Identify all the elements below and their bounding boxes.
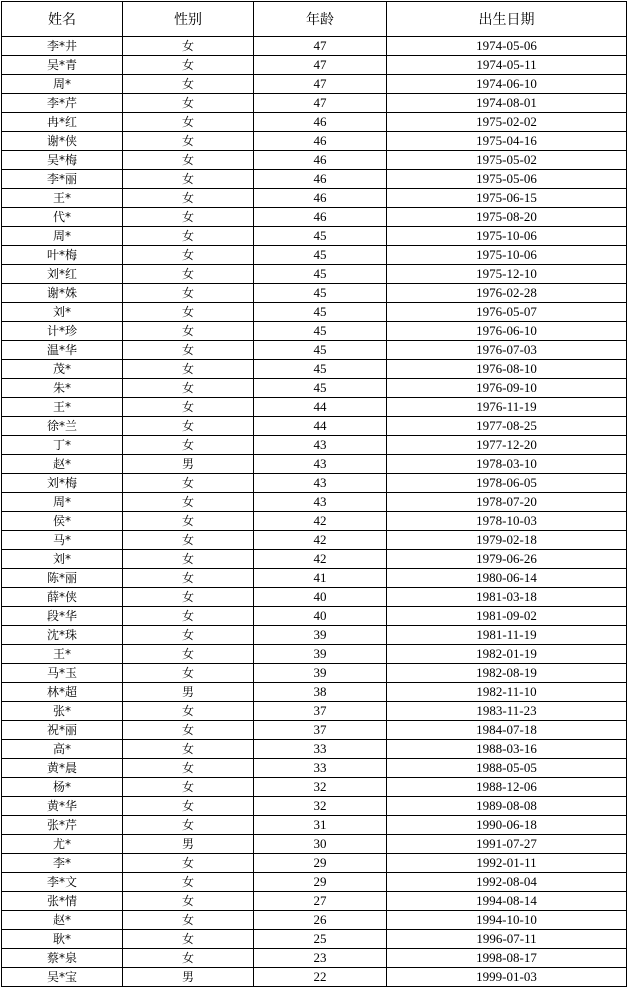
table-row xyxy=(2,949,627,968)
cell-gender: 女 xyxy=(123,56,254,75)
cell-name: 徐*兰 xyxy=(2,417,123,436)
table-row xyxy=(2,683,627,702)
table-row xyxy=(2,113,627,132)
cell-age: 47 xyxy=(254,56,387,75)
cell-age: 45 xyxy=(254,284,387,303)
table-row xyxy=(2,56,627,75)
cell-birth-date: 1974-05-06 xyxy=(387,37,627,56)
cell-age: 29 xyxy=(254,873,387,892)
cell-age: 45 xyxy=(254,322,387,341)
cell-age: 45 xyxy=(254,265,387,284)
table-row xyxy=(2,208,627,227)
cell-birth-date: 1978-03-10 xyxy=(387,455,627,474)
cell-name: 周* xyxy=(2,75,123,94)
cell-age: 23 xyxy=(254,949,387,968)
table-row xyxy=(2,75,627,94)
cell-gender: 女 xyxy=(123,588,254,607)
cell-age: 25 xyxy=(254,930,387,949)
table-row xyxy=(2,455,627,474)
cell-age: 47 xyxy=(254,37,387,56)
cell-name: 祝*丽 xyxy=(2,721,123,740)
cell-birth-date: 1982-11-10 xyxy=(387,683,627,702)
cell-gender: 女 xyxy=(123,531,254,550)
cell-gender: 女 xyxy=(123,417,254,436)
cell-name: 马*玉 xyxy=(2,664,123,683)
cell-age: 47 xyxy=(254,94,387,113)
cell-name: 冉*红 xyxy=(2,113,123,132)
table-row xyxy=(2,341,627,360)
table-row xyxy=(2,930,627,949)
cell-age: 39 xyxy=(254,626,387,645)
cell-age: 44 xyxy=(254,417,387,436)
cell-age: 43 xyxy=(254,474,387,493)
cell-name: 刘* xyxy=(2,303,123,322)
cell-name: 周* xyxy=(2,493,123,512)
cell-age: 40 xyxy=(254,607,387,626)
cell-name: 谢*侠 xyxy=(2,132,123,151)
cell-birth-date: 1976-11-19 xyxy=(387,398,627,417)
cell-birth-date: 1990-06-18 xyxy=(387,816,627,835)
cell-age: 40 xyxy=(254,588,387,607)
cell-gender: 女 xyxy=(123,284,254,303)
cell-birth-date: 1994-10-10 xyxy=(387,911,627,930)
cell-birth-date: 1977-08-25 xyxy=(387,417,627,436)
table-row xyxy=(2,170,627,189)
table-row xyxy=(2,189,627,208)
cell-name: 高* xyxy=(2,740,123,759)
cell-age: 45 xyxy=(254,341,387,360)
cell-age: 43 xyxy=(254,493,387,512)
cell-birth-date: 1976-07-03 xyxy=(387,341,627,360)
cell-birth-date: 1976-08-10 xyxy=(387,360,627,379)
cell-name: 李*丽 xyxy=(2,170,123,189)
cell-birth-date: 1991-07-27 xyxy=(387,835,627,854)
cell-birth-date: 1996-07-11 xyxy=(387,930,627,949)
cell-birth-date: 1975-12-10 xyxy=(387,265,627,284)
cell-age: 46 xyxy=(254,132,387,151)
cell-gender: 女 xyxy=(123,911,254,930)
cell-name: 赵* xyxy=(2,911,123,930)
table-row xyxy=(2,740,627,759)
header-age: 年龄 xyxy=(254,2,387,37)
cell-birth-date: 1975-04-16 xyxy=(387,132,627,151)
cell-name: 茂* xyxy=(2,360,123,379)
cell-gender: 女 xyxy=(123,436,254,455)
cell-age: 42 xyxy=(254,531,387,550)
cell-age: 30 xyxy=(254,835,387,854)
table-row xyxy=(2,968,627,987)
table-row xyxy=(2,227,627,246)
cell-gender: 女 xyxy=(123,626,254,645)
cell-name: 蔡*泉 xyxy=(2,949,123,968)
table-row xyxy=(2,474,627,493)
cell-name: 陈*丽 xyxy=(2,569,123,588)
cell-gender: 女 xyxy=(123,75,254,94)
cell-age: 42 xyxy=(254,550,387,569)
cell-birth-date: 1975-08-20 xyxy=(387,208,627,227)
cell-gender: 女 xyxy=(123,702,254,721)
cell-birth-date: 1975-10-06 xyxy=(387,246,627,265)
cell-name: 代* xyxy=(2,208,123,227)
table-body xyxy=(2,37,627,987)
cell-age: 38 xyxy=(254,683,387,702)
cell-name: 王* xyxy=(2,189,123,208)
cell-name: 王* xyxy=(2,398,123,417)
cell-birth-date: 1975-05-02 xyxy=(387,151,627,170)
cell-gender: 女 xyxy=(123,398,254,417)
cell-name: 黄*华 xyxy=(2,797,123,816)
cell-age: 45 xyxy=(254,303,387,322)
table-row xyxy=(2,816,627,835)
table-row xyxy=(2,246,627,265)
table-row xyxy=(2,37,627,56)
cell-gender: 女 xyxy=(123,607,254,626)
cell-birth-date: 1975-02-02 xyxy=(387,113,627,132)
cell-name: 耿* xyxy=(2,930,123,949)
table-row xyxy=(2,721,627,740)
cell-name: 林*超 xyxy=(2,683,123,702)
cell-birth-date: 1988-05-05 xyxy=(387,759,627,778)
table-row xyxy=(2,379,627,398)
cell-name: 侯* xyxy=(2,512,123,531)
cell-name: 朱* xyxy=(2,379,123,398)
cell-name: 计*珍 xyxy=(2,322,123,341)
cell-birth-date: 1983-11-23 xyxy=(387,702,627,721)
cell-age: 46 xyxy=(254,151,387,170)
cell-birth-date: 1981-03-18 xyxy=(387,588,627,607)
table-row xyxy=(2,303,627,322)
cell-name: 赵* xyxy=(2,455,123,474)
table-row xyxy=(2,569,627,588)
table-row xyxy=(2,835,627,854)
cell-age: 46 xyxy=(254,170,387,189)
cell-birth-date: 1975-10-06 xyxy=(387,227,627,246)
cell-gender: 女 xyxy=(123,493,254,512)
cell-age: 41 xyxy=(254,569,387,588)
cell-birth-date: 1992-01-11 xyxy=(387,854,627,873)
cell-age: 42 xyxy=(254,512,387,531)
cell-age: 45 xyxy=(254,360,387,379)
cell-name: 李* xyxy=(2,854,123,873)
table-row xyxy=(2,550,627,569)
cell-name: 刘* xyxy=(2,550,123,569)
cell-age: 44 xyxy=(254,398,387,417)
cell-age: 37 xyxy=(254,721,387,740)
cell-birth-date: 1982-01-19 xyxy=(387,645,627,664)
cell-birth-date: 1988-12-06 xyxy=(387,778,627,797)
cell-name: 周* xyxy=(2,227,123,246)
cell-age: 29 xyxy=(254,854,387,873)
header-name: 姓名 xyxy=(2,2,123,37)
cell-name: 温*华 xyxy=(2,341,123,360)
table-row xyxy=(2,493,627,512)
table-row xyxy=(2,759,627,778)
cell-birth-date: 1998-08-17 xyxy=(387,949,627,968)
table-row xyxy=(2,398,627,417)
table-row xyxy=(2,702,627,721)
table-row xyxy=(2,151,627,170)
cell-gender: 女 xyxy=(123,930,254,949)
cell-age: 46 xyxy=(254,113,387,132)
cell-name: 薛*侠 xyxy=(2,588,123,607)
cell-age: 43 xyxy=(254,455,387,474)
cell-gender: 女 xyxy=(123,797,254,816)
cell-birth-date: 1984-07-18 xyxy=(387,721,627,740)
cell-birth-date: 1975-05-06 xyxy=(387,170,627,189)
table-row xyxy=(2,512,627,531)
cell-age: 33 xyxy=(254,740,387,759)
cell-name: 尤* xyxy=(2,835,123,854)
table-row xyxy=(2,322,627,341)
cell-birth-date: 1974-06-10 xyxy=(387,75,627,94)
cell-gender: 女 xyxy=(123,854,254,873)
cell-age: 45 xyxy=(254,246,387,265)
cell-gender: 女 xyxy=(123,94,254,113)
table-row xyxy=(2,645,627,664)
cell-age: 32 xyxy=(254,797,387,816)
table-row xyxy=(2,607,627,626)
cell-birth-date: 1980-06-14 xyxy=(387,569,627,588)
cell-gender: 女 xyxy=(123,474,254,493)
table-row xyxy=(2,417,627,436)
cell-birth-date: 1976-02-28 xyxy=(387,284,627,303)
table-row xyxy=(2,531,627,550)
cell-gender: 女 xyxy=(123,170,254,189)
cell-name: 马* xyxy=(2,531,123,550)
table-row xyxy=(2,360,627,379)
cell-gender: 女 xyxy=(123,303,254,322)
cell-birth-date: 1978-06-05 xyxy=(387,474,627,493)
cell-gender: 女 xyxy=(123,873,254,892)
cell-age: 27 xyxy=(254,892,387,911)
cell-birth-date: 1978-10-03 xyxy=(387,512,627,531)
cell-gender: 男 xyxy=(123,968,254,987)
cell-birth-date: 1982-08-19 xyxy=(387,664,627,683)
cell-name: 张* xyxy=(2,702,123,721)
cell-gender: 女 xyxy=(123,189,254,208)
table-row xyxy=(2,854,627,873)
cell-age: 45 xyxy=(254,379,387,398)
cell-birth-date: 1974-05-11 xyxy=(387,56,627,75)
cell-age: 46 xyxy=(254,189,387,208)
cell-name: 张*情 xyxy=(2,892,123,911)
cell-name: 李*井 xyxy=(2,37,123,56)
cell-name: 吴*青 xyxy=(2,56,123,75)
cell-birth-date: 1979-02-18 xyxy=(387,531,627,550)
cell-age: 26 xyxy=(254,911,387,930)
cell-birth-date: 1994-08-14 xyxy=(387,892,627,911)
cell-birth-date: 1999-01-03 xyxy=(387,968,627,987)
cell-age: 45 xyxy=(254,227,387,246)
header-row xyxy=(2,2,627,37)
cell-age: 39 xyxy=(254,664,387,683)
cell-age: 39 xyxy=(254,645,387,664)
cell-name: 黄*晨 xyxy=(2,759,123,778)
cell-birth-date: 1976-05-07 xyxy=(387,303,627,322)
cell-birth-date: 1979-06-26 xyxy=(387,550,627,569)
cell-age: 43 xyxy=(254,436,387,455)
cell-age: 32 xyxy=(254,778,387,797)
cell-name: 王* xyxy=(2,645,123,664)
cell-gender: 女 xyxy=(123,227,254,246)
personnel-table xyxy=(1,1,627,987)
cell-name: 谢*姝 xyxy=(2,284,123,303)
header-birth-date: 出生日期 xyxy=(387,2,627,37)
cell-gender: 女 xyxy=(123,816,254,835)
cell-gender: 女 xyxy=(123,208,254,227)
cell-name: 张*芹 xyxy=(2,816,123,835)
cell-birth-date: 1988-03-16 xyxy=(387,740,627,759)
cell-age: 31 xyxy=(254,816,387,835)
cell-gender: 女 xyxy=(123,341,254,360)
cell-gender: 女 xyxy=(123,778,254,797)
cell-birth-date: 1977-12-20 xyxy=(387,436,627,455)
table-row xyxy=(2,873,627,892)
table-row xyxy=(2,797,627,816)
cell-birth-date: 1981-11-19 xyxy=(387,626,627,645)
cell-name: 刘*红 xyxy=(2,265,123,284)
table-row xyxy=(2,892,627,911)
table-row xyxy=(2,94,627,113)
cell-gender: 男 xyxy=(123,455,254,474)
table-row xyxy=(2,911,627,930)
cell-age: 47 xyxy=(254,75,387,94)
table-row xyxy=(2,132,627,151)
header-gender: 性别 xyxy=(123,2,254,37)
cell-gender: 女 xyxy=(123,360,254,379)
cell-birth-date: 1981-09-02 xyxy=(387,607,627,626)
cell-gender: 女 xyxy=(123,512,254,531)
cell-birth-date: 1992-08-04 xyxy=(387,873,627,892)
cell-gender: 女 xyxy=(123,569,254,588)
cell-name: 刘*梅 xyxy=(2,474,123,493)
cell-age: 33 xyxy=(254,759,387,778)
cell-gender: 女 xyxy=(123,550,254,569)
cell-gender: 女 xyxy=(123,645,254,664)
cell-gender: 女 xyxy=(123,721,254,740)
cell-gender: 女 xyxy=(123,113,254,132)
cell-age: 22 xyxy=(254,968,387,987)
table-row xyxy=(2,778,627,797)
cell-name: 吴*宝 xyxy=(2,968,123,987)
cell-gender: 女 xyxy=(123,664,254,683)
cell-gender: 女 xyxy=(123,740,254,759)
cell-gender: 女 xyxy=(123,151,254,170)
cell-name: 叶*梅 xyxy=(2,246,123,265)
table-row xyxy=(2,626,627,645)
cell-name: 丁* xyxy=(2,436,123,455)
cell-name: 沈*珠 xyxy=(2,626,123,645)
cell-name: 吴*梅 xyxy=(2,151,123,170)
cell-gender: 女 xyxy=(123,379,254,398)
cell-gender: 女 xyxy=(123,759,254,778)
cell-gender: 女 xyxy=(123,322,254,341)
cell-name: 杨* xyxy=(2,778,123,797)
cell-name: 李*芹 xyxy=(2,94,123,113)
cell-name: 段*华 xyxy=(2,607,123,626)
cell-birth-date: 1975-06-15 xyxy=(387,189,627,208)
cell-birth-date: 1978-07-20 xyxy=(387,493,627,512)
cell-age: 46 xyxy=(254,208,387,227)
table-row xyxy=(2,284,627,303)
cell-gender: 女 xyxy=(123,37,254,56)
table-row xyxy=(2,664,627,683)
cell-name: 李*文 xyxy=(2,873,123,892)
cell-birth-date: 1976-06-10 xyxy=(387,322,627,341)
cell-gender: 女 xyxy=(123,892,254,911)
cell-gender: 女 xyxy=(123,949,254,968)
cell-gender: 女 xyxy=(123,132,254,151)
cell-birth-date: 1974-08-01 xyxy=(387,94,627,113)
cell-birth-date: 1976-09-10 xyxy=(387,379,627,398)
cell-birth-date: 1989-08-08 xyxy=(387,797,627,816)
cell-gender: 男 xyxy=(123,835,254,854)
cell-gender: 女 xyxy=(123,246,254,265)
table-row xyxy=(2,265,627,284)
table-row xyxy=(2,436,627,455)
cell-age: 37 xyxy=(254,702,387,721)
cell-gender: 女 xyxy=(123,265,254,284)
cell-gender: 男 xyxy=(123,683,254,702)
table-row xyxy=(2,588,627,607)
